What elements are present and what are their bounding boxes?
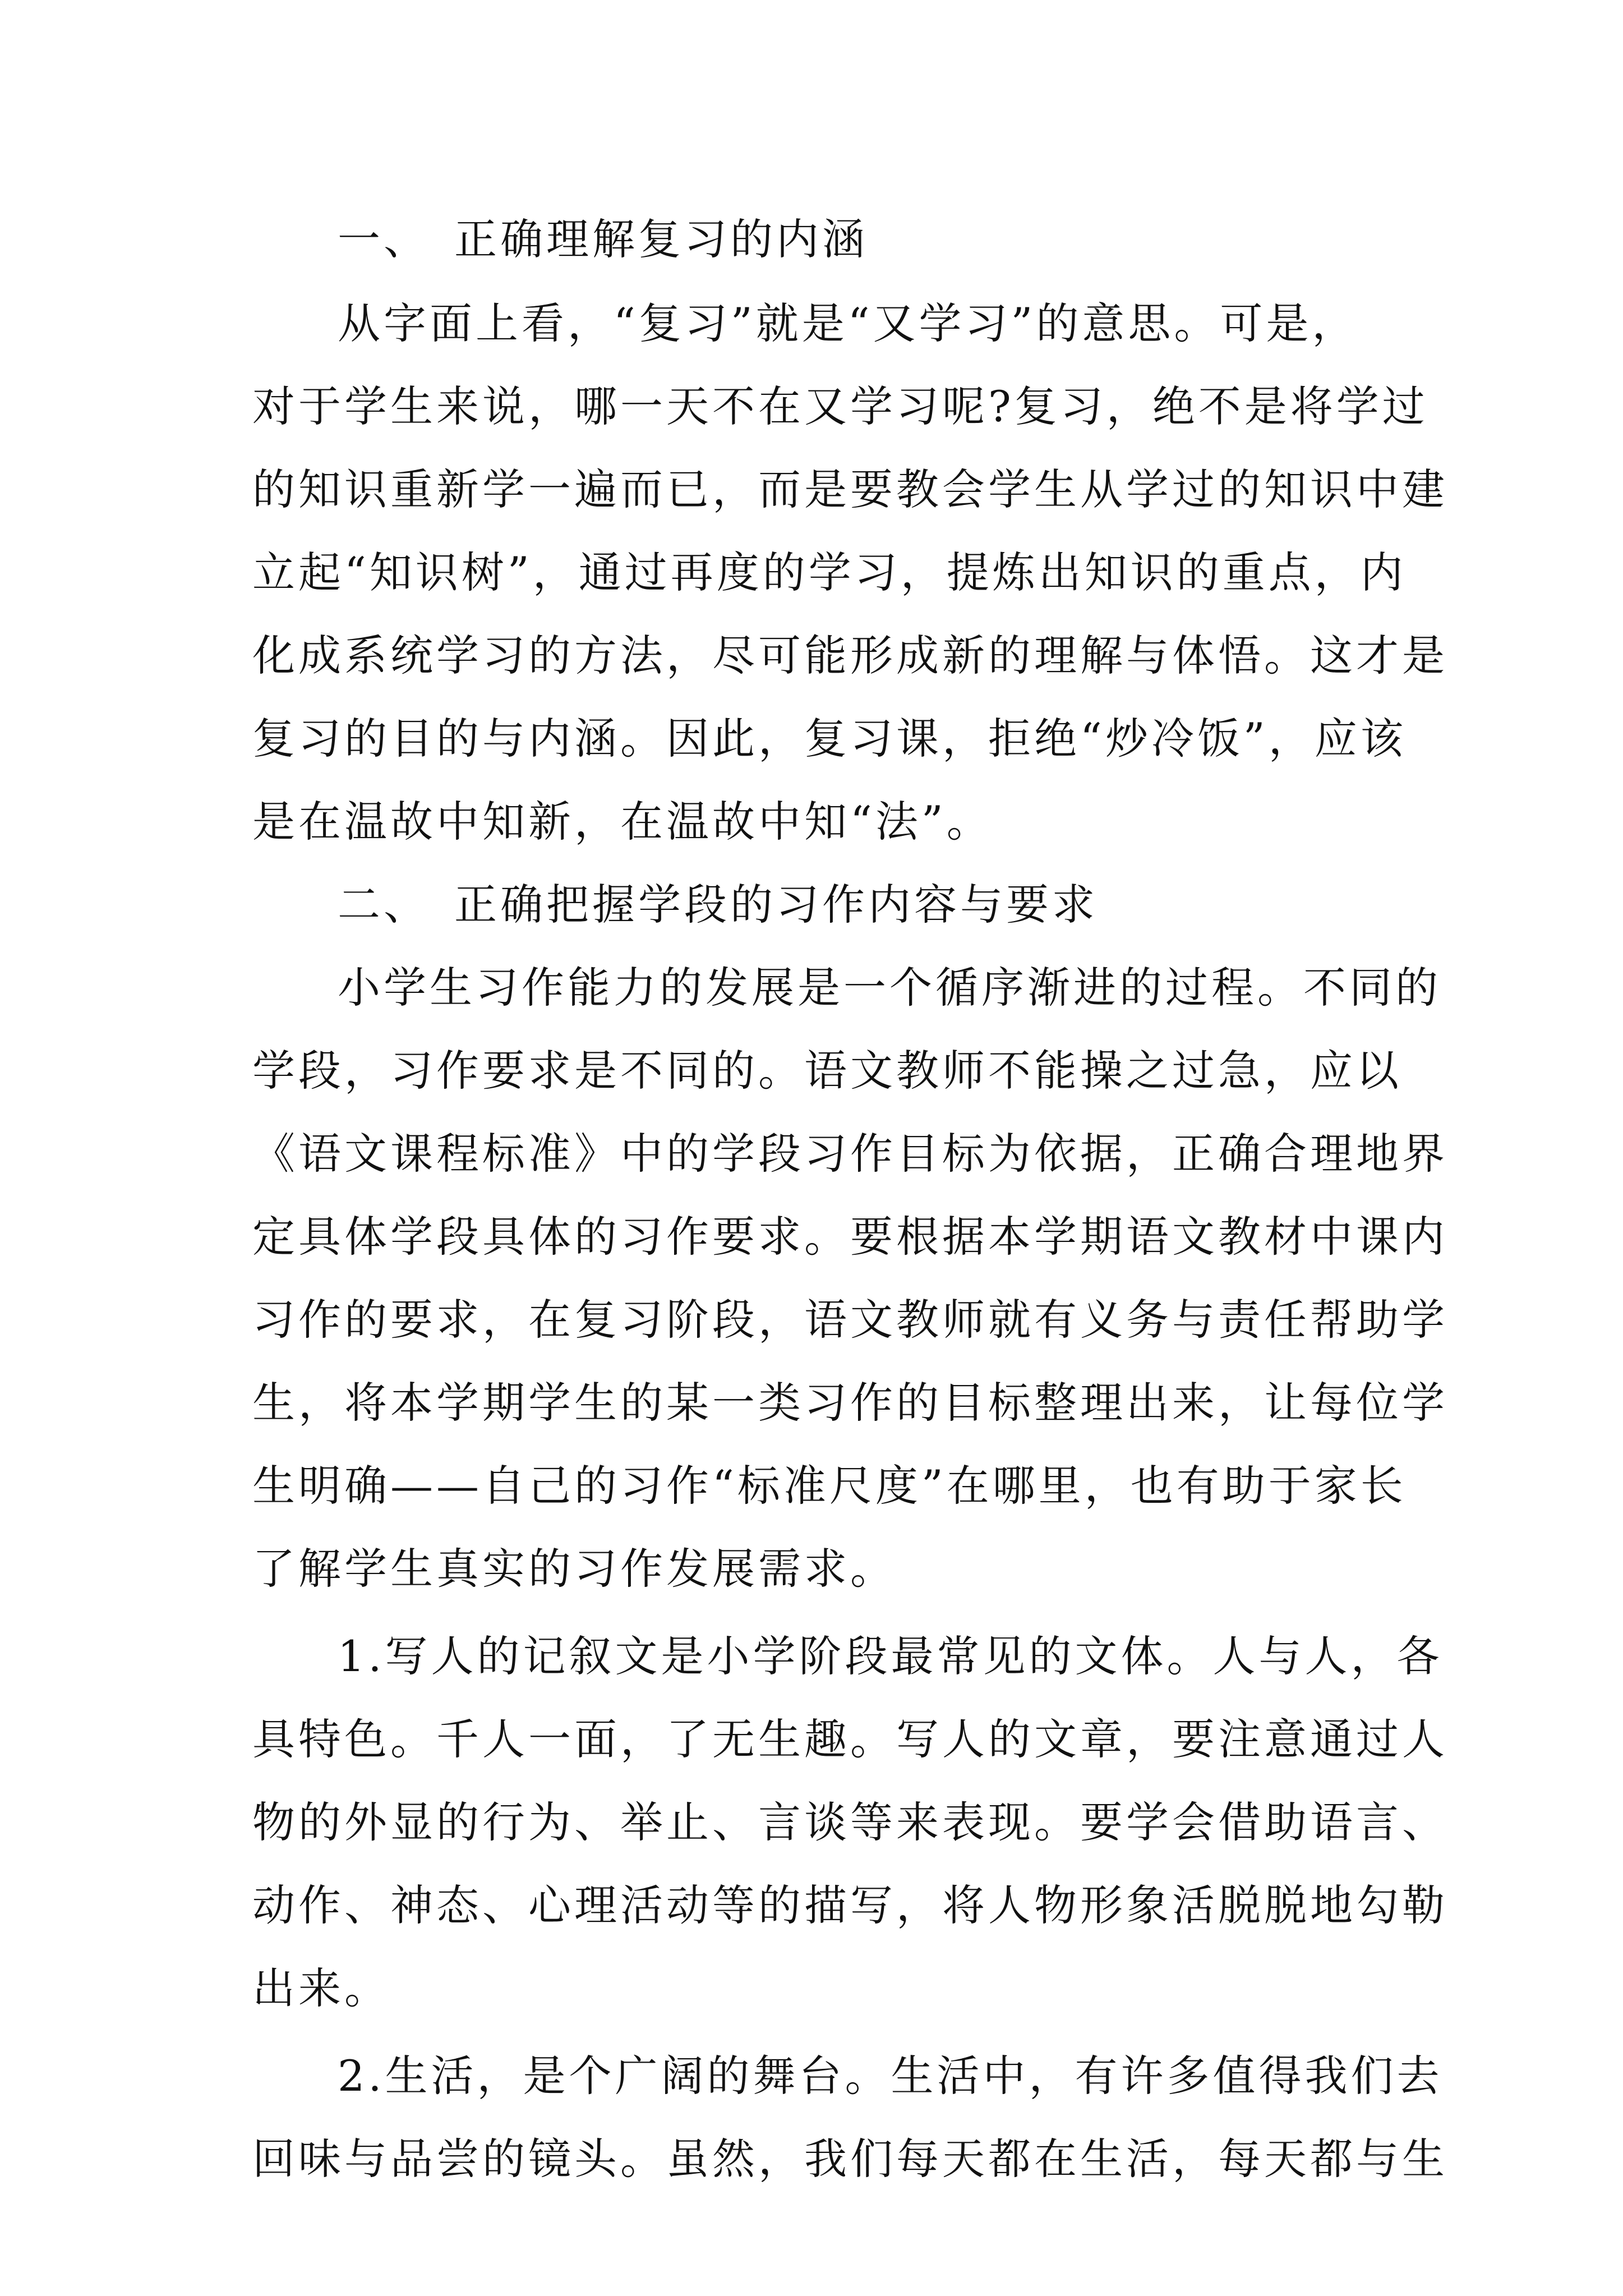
paragraph-line: 是在温故中知新，在温故中知“法”。 xyxy=(252,797,993,846)
paragraph-line: 生，将本学期学生的某一类习作的目标整理出来，让每位学 xyxy=(252,1378,1448,1428)
paragraph-line: 学段，习作要求是不同的。语文教师不能操之过急，应以 xyxy=(252,1046,1402,1096)
paragraph-line: 具特色。千人一面，了无生趣。写人的文章，要注意通过人 xyxy=(252,1714,1448,1764)
paragraph-line: 1.写人的记叙文是小学阶段最常见的文体。人与人，各 xyxy=(338,1631,1443,1681)
paragraph-line: 2.生活，是个广阔的舞台。生活中，有许多值得我们去 xyxy=(338,2051,1443,2101)
paragraph-line: 立起“知识树”，通过再度的学习，提炼出知识的重点，内 xyxy=(252,547,1407,597)
paragraph-line: 《语文课程标准》中的学段习作目标为依据，正确合理地界 xyxy=(252,1129,1448,1179)
paragraph-line: 从字面上看，“复习”就是“又学习”的意思。可是， xyxy=(338,298,1358,348)
section-heading-1: 一、 正确理解复习的内涵 xyxy=(338,214,868,264)
paragraph-line: 回味与品尝的镜头。虽然，我们每天都在生活，每天都与生 xyxy=(252,2134,1448,2184)
section-heading-2: 二、 正确把握学段的习作内容与要求 xyxy=(338,880,1098,930)
paragraph-line: 生明确——自己的习作“标准尺度”在哪里，也有助于家长 xyxy=(252,1461,1407,1511)
paragraph-line: 化成系统学习的方法，尽可能形成新的理解与体悟。这才是 xyxy=(252,631,1448,680)
paragraph-line: 定具体学段具体的习作要求。要根据本学期语文教材中课内 xyxy=(252,1212,1448,1262)
paragraph-line: 复习的目的与内涵。因此，复习课，拒绝“炒冷饭”，应该 xyxy=(252,714,1407,763)
paragraph-line: 对于学生来说，哪一天不在又学习呢?复习，绝不是将学过 xyxy=(252,381,1428,431)
paragraph-line: 了解学生真实的习作发展需求。 xyxy=(252,1544,896,1594)
paragraph-line: 出来。 xyxy=(252,1963,390,2013)
paragraph-line: 小学生习作能力的发展是一个循序渐进的过程。不同的 xyxy=(338,963,1441,1013)
paragraph-line: 习作的要求，在复习阶段，语文教师就有义务与责任帮助学 xyxy=(252,1295,1448,1345)
paragraph-line: 动作、神态、心理活动等的描写，将人物形象活脱脱地勾勒 xyxy=(252,1880,1448,1930)
paragraph-line: 物的外显的行为、举止、言谈等来表现。要学会借助语言、 xyxy=(252,1797,1448,1847)
paragraph-line: 的知识重新学一遍而已，而是要教会学生从学过的知识中建 xyxy=(252,464,1448,514)
